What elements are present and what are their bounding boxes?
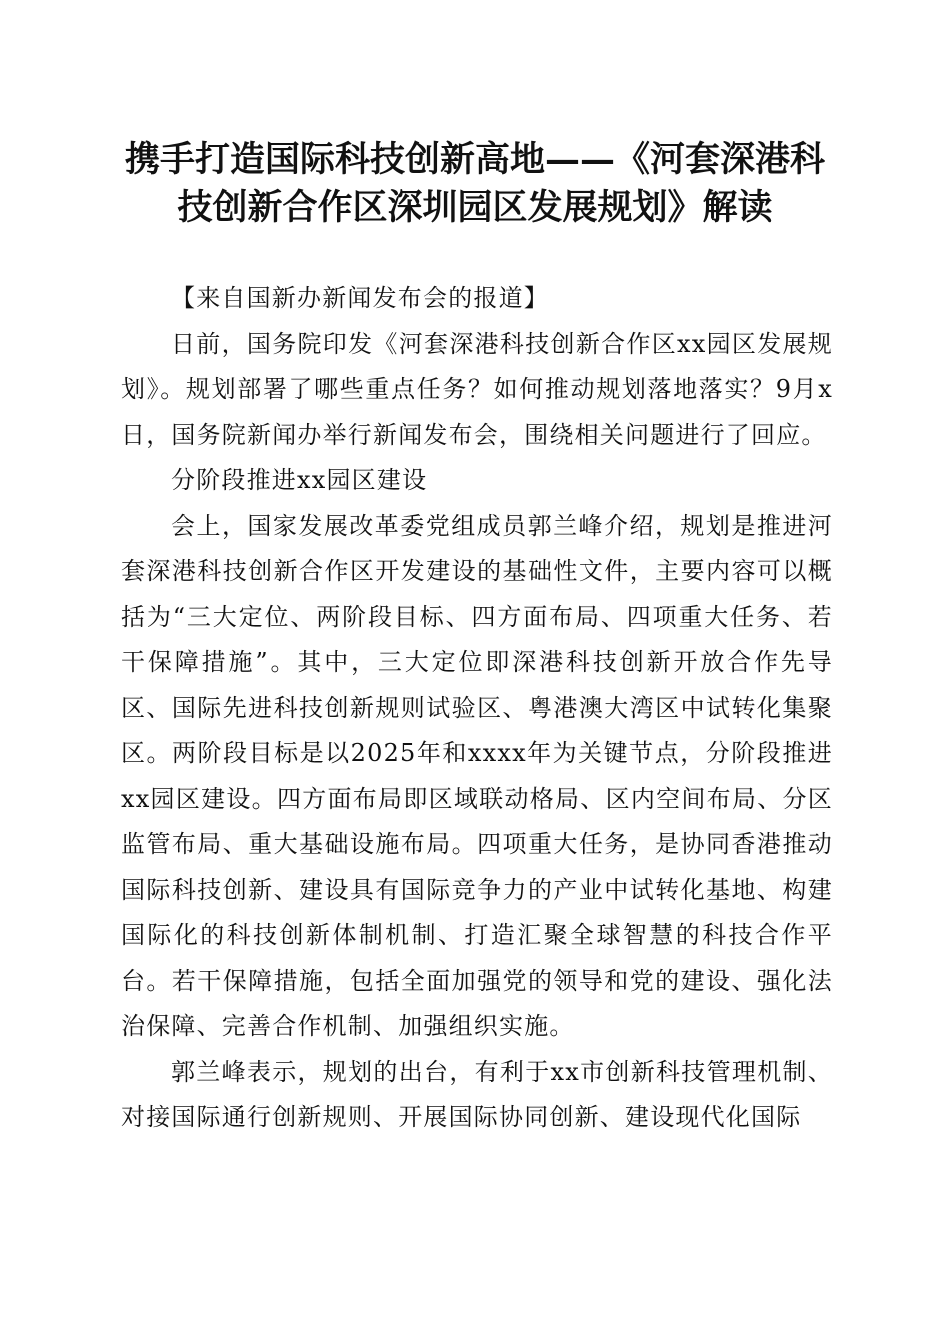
planning-overview-paragraph: 会上，国家发展改革委党组成员郭兰峰介绍，规划是推进河套深港科技创新合作区开发建设的基础性文件，主要内容可以概括为“三大定位、两阶段目标、四方面布局、四项重大任务、若干保障措施”。其中，三大定位即深港科技创新开放合作先导区、国际先进科技创新规则试验区、粤港澳大湾区中试转化集聚区。两阶段目标是以2025年和xxxx年为关键节点，分阶段推进xx园区建设。四方面布局即区域联动格局、区内空间布局、分区监管布局、重大基础设施布局。四项重大任务，是协同香港推动国际科技创新、建设具有国际竞争力的产业中试转化基地、构建国际化的科技创新体制机制、打造汇聚全球智慧的科技合作平台。若干保障措施，包括全面加强党的领导和党的建设、强化法治保障、完善合作机制、加强组织实施。 bbox=[121, 511, 833, 1040]
document-body bbox=[121, 276, 833, 1141]
intro-paragraph: 日前，国务院印发《河套深港科技创新合作区xx园区发展规划》。规划部署了哪些重点任务？如何推动规划落地落实？9月x日，国务院新闻办举行新闻发布会，围绕相关问题进行了回应。 bbox=[121, 329, 833, 449]
source-note-paragraph: 【来自国新办新闻发布会的报道】 bbox=[171, 284, 549, 312]
remarks-paragraph: 郭兰峰表示，规划的出台，有利于xx市创新科技管理机制、对接国际通行创新规则、开展国际协同创新、建设现代化国际 bbox=[121, 1057, 833, 1131]
section-heading-paragraph: 分阶段推进xx园区建设 bbox=[171, 466, 428, 494]
document-title: 携手打造国际科技创新高地——《河套深港科技创新合作区深圳园区发展规划》解读 bbox=[124, 139, 825, 228]
